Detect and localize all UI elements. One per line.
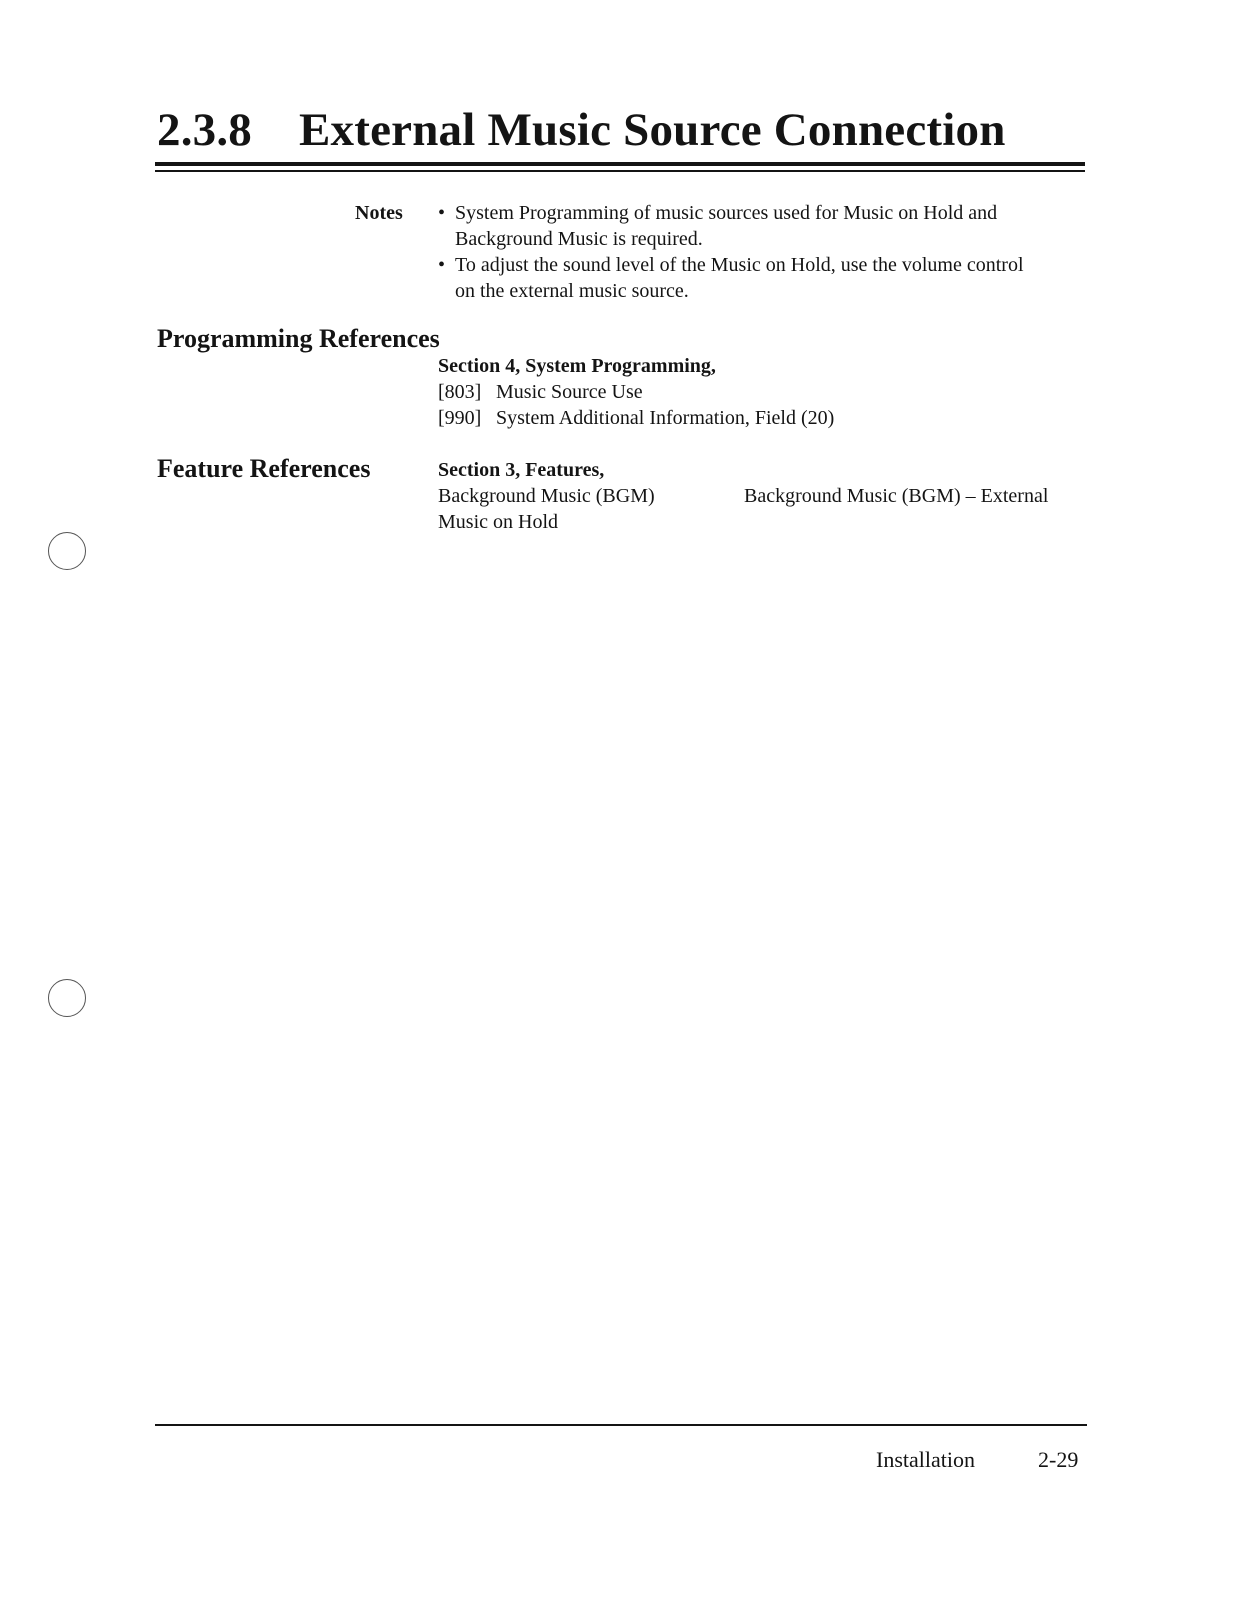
feature-item: Music on Hold <box>438 511 558 533</box>
reference-item <box>438 405 834 431</box>
notes-label: Notes <box>355 202 403 224</box>
feature-references-title: Feature References <box>157 454 371 483</box>
note-line: System Programming of music sources used for Music on Hold and <box>455 202 998 224</box>
section-number: 2.3.8 <box>157 104 252 156</box>
bullet-icon: • <box>438 254 446 276</box>
note-line: Background Music is required. <box>455 228 703 250</box>
note-item <box>438 200 1088 252</box>
title-rule-thick <box>155 162 1085 166</box>
reference-text: Music Source Use <box>496 381 643 403</box>
features-section-label: Section 3, Features, <box>438 459 605 481</box>
feature-references-list <box>438 457 655 535</box>
note-item <box>438 252 1088 304</box>
reference-code: [803] <box>438 381 482 403</box>
footer-rule <box>155 1424 1087 1426</box>
title-rule-thin <box>155 170 1085 172</box>
binder-hole-icon <box>48 532 86 570</box>
section-title: External Music Source Connection <box>299 104 1006 156</box>
programming-section-label: Section 4, System Programming, <box>438 355 716 377</box>
note-line: on the external music source. <box>455 280 689 302</box>
feature-item: Background Music (BGM) – External <box>744 485 1049 507</box>
feature-item: Background Music (BGM) <box>438 485 655 507</box>
page-title <box>157 100 1006 160</box>
notes-list <box>438 200 1088 304</box>
footer-chapter-label: Installation <box>876 1447 975 1472</box>
bullet-icon: • <box>438 202 446 224</box>
programming-references-title: Programming References <box>157 324 440 353</box>
note-line: To adjust the sound level of the Music on Hold, use the volume control <box>455 254 1024 276</box>
page-number: 2-29 <box>1038 1447 1079 1472</box>
reference-text: System Additional Information, Field (20) <box>496 407 835 429</box>
binder-hole-icon <box>48 979 86 1017</box>
reference-code: [990] <box>438 407 482 429</box>
reference-item <box>438 379 834 405</box>
programming-references-list <box>438 353 834 431</box>
